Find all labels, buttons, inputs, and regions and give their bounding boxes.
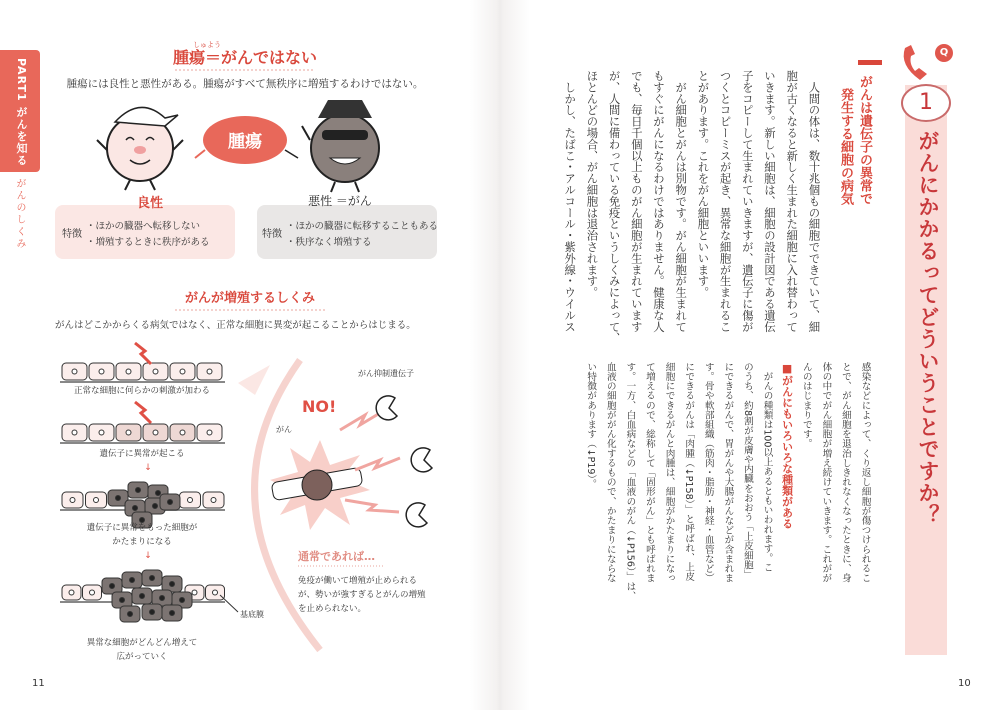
text-column: んのはじまりです。 — [800, 362, 812, 449]
cell-rows — [60, 363, 225, 622]
down-arrow-icon: ↓ — [144, 551, 152, 561]
note-line: を止められない。 — [298, 604, 367, 614]
cell-nucleus — [150, 610, 155, 615]
cell-nucleus — [211, 498, 216, 503]
cell-nucleus — [180, 598, 185, 603]
section-heading: ■がんにもいろいろな種類がある — [780, 362, 794, 529]
stimulus-bolt-icon — [135, 343, 151, 364]
benign-feature-label: 特徴 — [62, 229, 82, 240]
cell-nucleus — [70, 498, 75, 503]
section1-lead: 腫瘍には良性と悪性がある。腫瘍がすべて無秩序に増殖するわけではない。 — [66, 78, 424, 90]
text-column: とで、がん細胞を退治しきれなくなったときに、身 — [839, 362, 851, 583]
text-column: つくとコピーミスが起き、異常な細胞が生まれるこ — [718, 70, 733, 333]
text-column: て増えるので、総称して「固形がん」とも呼ばれま — [643, 362, 655, 583]
left-page-illustrations — [0, 0, 480, 680]
cell-nucleus — [130, 578, 135, 583]
text-column: 感染などによって、くり返し細胞が傷つけられるこ — [859, 362, 871, 583]
cell-nucleus — [94, 498, 99, 503]
step-label: 異常な細胞がどんどん増えて — [86, 638, 198, 648]
cell-nucleus — [180, 430, 185, 435]
cell-nucleus — [69, 590, 74, 595]
cell-nucleus — [136, 488, 141, 493]
text-column: が、人間に備わっている免疫というしくみによって、 — [607, 70, 622, 344]
text-column: 血液の細胞ががん化するもので、かたまりにならな — [604, 362, 616, 583]
text-column: にできるがんで、胃がんや大腸がんなどが含まれま — [722, 362, 734, 583]
step-label: 遺伝子に異常が起こる — [99, 449, 185, 459]
tumor-bubble — [195, 116, 298, 164]
question-title: がんにかかるってどういうことですか？ — [916, 130, 940, 526]
text-column: す。一方、白血病などの「血液のがん（↓P156）」は、 — [624, 362, 636, 601]
text-column: 胞が古くなると新しく生まれた細胞に入れ替わって — [785, 70, 800, 333]
cell-nucleus — [168, 500, 173, 505]
q-badge: Q — [935, 44, 953, 62]
ruby-text: しゅよう — [193, 41, 221, 49]
text-column: ほとんどの場合、がん細胞は退治されます。 — [585, 70, 600, 298]
malignant-feature-label: 特徴 — [262, 229, 282, 240]
cell-nucleus — [160, 596, 165, 601]
note-line: が、勢いが強すぎるとがんの増殖 — [298, 590, 426, 600]
chapter-label: がんのしくみ — [14, 178, 25, 250]
cell-nucleus — [150, 576, 155, 581]
cell-nucleus — [140, 518, 145, 523]
step-label: かたまりになる — [112, 537, 172, 547]
cell-nucleus — [156, 491, 161, 496]
page-number-right: 10 — [958, 678, 971, 689]
cell-nucleus — [153, 504, 158, 509]
text-column: もすぐにがんになるわけではありません。健康な人 — [652, 70, 666, 333]
cell-nucleus — [170, 582, 175, 587]
basement-label: 基底膜 — [240, 610, 264, 619]
section1-title: 腫瘍＝がんではない — [172, 48, 318, 67]
cell-nucleus — [207, 369, 212, 374]
benign-point: ・増殖するときに秩序がある — [86, 237, 210, 248]
cell-nucleus — [126, 369, 131, 374]
cell-nucleus — [170, 611, 175, 616]
page-number-left: 11 — [32, 678, 45, 689]
text-column: す。骨や軟部組織（筋肉・脂肪・神経・血管など） — [702, 362, 714, 583]
section2-lead: がんはどこかからくる病気ではなく、正常な細胞に異変が起こることからはじまる。 — [55, 320, 416, 331]
cell-nucleus — [99, 430, 104, 435]
arc-arrowhead — [238, 365, 270, 395]
benign-label: 良性 — [136, 196, 164, 211]
part-tab-label: PART1 がんを知る — [15, 58, 28, 167]
malignant-point: ・ほかの臓器に転移することもある — [286, 221, 439, 232]
cell-nucleus — [128, 612, 133, 617]
cell-nucleus — [120, 598, 125, 603]
cell-nucleus — [90, 590, 95, 595]
text-column: 子をコピーして生まれていきますが、遺伝子に傷が — [740, 70, 755, 333]
cell-nucleus — [116, 496, 121, 501]
benign-character-icon — [97, 107, 183, 190]
cell-nucleus — [188, 498, 193, 503]
suppressor-label: がん抑制遺伝子 — [358, 369, 414, 378]
section2-title: がんが増殖するしくみ — [184, 291, 316, 306]
suppressor-gene-icon — [376, 396, 432, 527]
malignant-point: ・秩序なく増殖する — [286, 237, 372, 248]
cell-nucleus — [192, 590, 197, 595]
text-column: でも、毎日千個以上ものがん細胞が生まれています — [629, 70, 644, 333]
note-line: 免疫が働いて増殖が止められる — [298, 576, 418, 586]
cell-nucleus — [110, 584, 115, 589]
note-title: 通常であれば… — [298, 550, 375, 563]
cell-nucleus — [153, 369, 158, 374]
stimulus-bolt-icon — [135, 402, 151, 423]
subtitle-line: がんは遺伝子の異常で — [857, 75, 872, 205]
cell-nucleus — [72, 369, 77, 374]
step-label: 遺伝子に異常をもった細胞が — [86, 523, 198, 533]
malignant-label: 悪性 ＝がん — [308, 194, 372, 208]
benign-box — [55, 205, 235, 259]
step-label: 正常な細胞に何らかの刺激が加わる — [73, 386, 211, 396]
tumor-label: 腫瘍 — [228, 132, 262, 152]
text-column: い特徴があります（↓P19）。 — [585, 362, 597, 489]
text-column: にできるがんは「肉腫（↓P158）」と呼ばれ、上皮 — [683, 362, 695, 582]
subtitle-line: 発生する細胞の病気 — [838, 88, 853, 205]
cell-nucleus — [207, 430, 212, 435]
cell-nucleus — [213, 590, 218, 595]
malignant-character-icon — [302, 100, 379, 192]
subtitle-bar — [858, 60, 882, 65]
no-label: NO! — [302, 397, 337, 416]
text-column: しかし、たばこ・アルコール・紫外線・ウイルス — [563, 70, 578, 333]
cell-nucleus — [126, 430, 131, 435]
cell-nucleus — [140, 594, 145, 599]
cell-nucleus — [72, 430, 77, 435]
cell-nucleus — [153, 430, 158, 435]
cell-nucleus — [99, 369, 104, 374]
benign-point: ・ほかの臓器へ転移しない — [86, 221, 201, 232]
question-number: 1 — [901, 84, 951, 122]
step-label: 広がっていく — [116, 652, 168, 662]
text-column: 体の中でがん細胞が増え続けていきます。これがが — [820, 362, 832, 583]
text-column: がん細胞とがんは別物です。がん細胞が生まれて — [674, 70, 689, 333]
cell-nucleus — [133, 506, 138, 511]
text-column: とがあります。これをがん細胞といいます。 — [696, 70, 711, 298]
basement-pointer — [220, 595, 238, 612]
text-column: いきます。新しい細胞は、細胞の設計図である遺伝 — [763, 70, 777, 333]
text-column: がんの種類は100以上あるともいわれます。こ — [761, 362, 773, 573]
down-arrow-icon: ↓ — [144, 463, 152, 473]
cancer-label: がん — [276, 425, 292, 434]
text-column: のうち、約8割が皮膚や内臓をおおう「上皮細胞」 — [741, 362, 753, 580]
text-column: 細胞にできるがんと肉腫は、細胞がかたまりになっ — [663, 362, 675, 583]
malignant-box — [257, 205, 437, 259]
text-column: 人間の体は、数十兆個もの細胞でできていて、細 — [807, 70, 822, 333]
cell-nucleus — [180, 369, 185, 374]
